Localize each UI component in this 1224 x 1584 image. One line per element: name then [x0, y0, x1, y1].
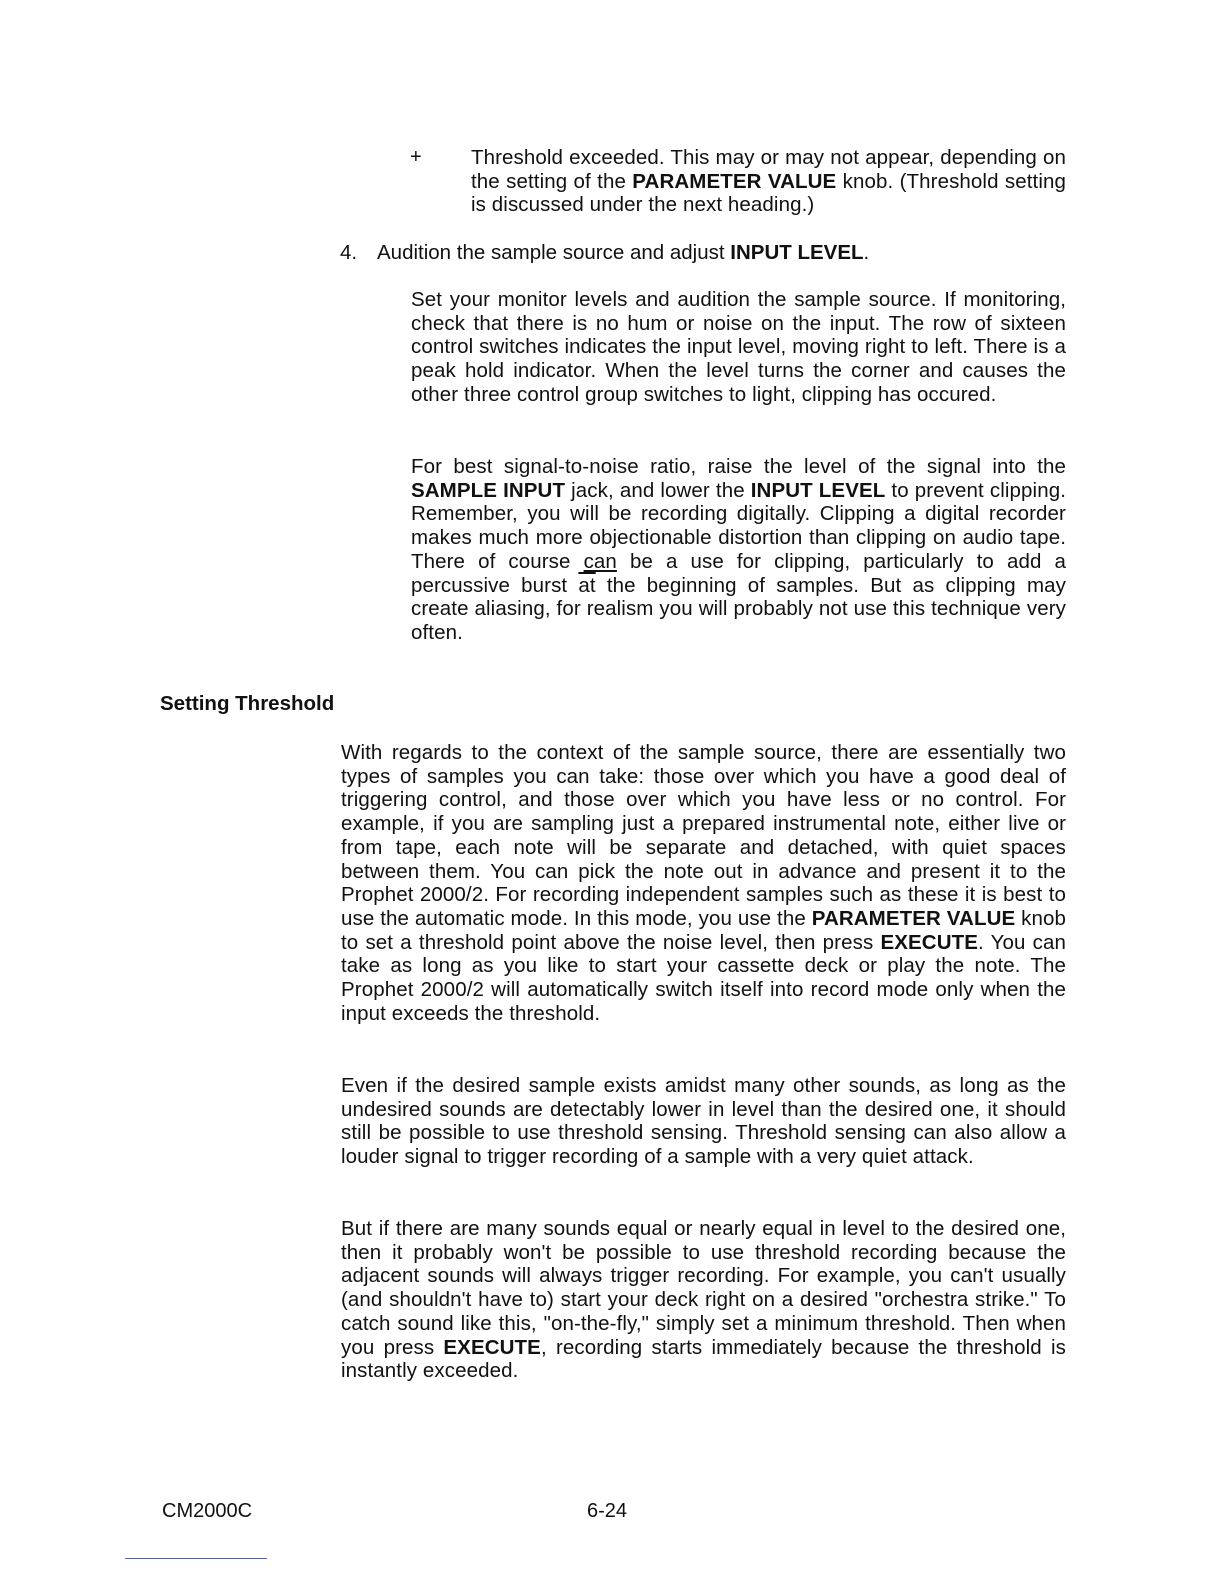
bullet-text-2: knob. (Threshold setting is discussed under the next heading.) [471, 169, 1066, 217]
paragraph-amidst-sounds: Even if the desired sample exists amidst many other sounds, as long as the undesired sounds are detectably lower in level than the desired one, it should still be possible to use threshold sensing. Threshold sensing can also allow a louder signal to trigger recording of a sample with a very quiet attack. [341, 1074, 1066, 1169]
signal-text-1: For best signal-to-noise ratio, raise the level of the signal into the [411, 455, 1066, 478]
paragraph-monitor-levels: Set your monitor levels and audition the sample source. If monitoring, check that there is no hum or noise on the input. The row of sixteen control switches indicates the input level, moving right to left. There is a peak hold indicator. When the level turns the corner and causes the other three control group switches to light, clipping has occured. [411, 288, 1066, 406]
context-text-2: knob to set a threshold point above the noise level, then press [341, 906, 1066, 954]
signal-bold-sample-input: SAMPLE INPUT [411, 478, 566, 502]
bullet-plus-marker: + [410, 146, 422, 168]
step-4-text-2: . [863, 241, 870, 264]
context-text-1: With regards to the context of the sample source, there are essentially two types of samples you can take: those over which you have a good deal of triggering control, and those over which you have less or no control. For example, if you are sampling just a prepared instrumental note, either live or from tape, each note will be separate and detached, with quiet spaces between them. You can pick the note out in advance and present it to the Prophet 2000/2. For recording independent samples such as these it is best to use the automatic mode. In this mode, you use the [341, 741, 1066, 930]
equal-text-1: But if there are many sounds equal or nearly equal in level to the desired one, then it probably won't be possible to use threshold recording because the adjacent sounds will always trigger recording. For example, you can't usually (and shouldn't have to) start your deck right on a desired "orchestra strike." To catch sound like this, "on-the-fly," simply set a minimum threshold. Then when you press [341, 1217, 1066, 1359]
context-bold-execute: EXECUTE [880, 930, 978, 954]
footer-rule-line [125, 1558, 267, 1559]
signal-text-2: jack, and lower the [565, 478, 751, 502]
context-bold-parameter-value: PARAMETER VALUE [811, 906, 1016, 930]
section-heading-setting-threshold: Setting Threshold [160, 692, 335, 715]
signal-underlined-can: can [583, 549, 617, 573]
paragraph-equal-level-sounds [341, 1217, 1066, 1383]
signal-overlined-at: $\overline{at}$ [578, 573, 596, 597]
step-4-bold-input-level: INPUT LEVEL [730, 241, 864, 264]
signal-text-3: to prevent clipping. Remember, you will be recording digitally. Clipping a digital recorder makes much more objectionable distortion than clipping on audio tape. There of course [411, 478, 1066, 573]
footer-document-code: CM2000C [162, 1500, 253, 1522]
context-text-3: . You can take as long as you like to start your cassette deck or play the note. The Prophet 2000/2 will automatically switch itself into record mode only when the input exceeds the threshold. [341, 930, 1066, 1025]
step-4-text-1: Audition the sample source and adjust [377, 241, 731, 264]
equal-text-2: , recording starts immediately because the threshold is instantly exceeded. [341, 1335, 1066, 1383]
equal-bold-execute: EXECUTE [443, 1335, 541, 1359]
bullet-bold-parameter-value: PARAMETER VALUE [632, 169, 837, 193]
bullet-text-1: Threshold exceeded. This may or may not appear, depending on the setting of the [471, 146, 1066, 193]
paragraph-signal-to-noise [411, 455, 1066, 645]
paragraph-sample-context [341, 741, 1066, 1025]
bullet-threshold-text [471, 146, 1066, 217]
step-4-number: 4. [340, 241, 358, 264]
signal-bold-input-level: INPUT LEVEL [750, 478, 886, 502]
footer-page-number: 6-24 [587, 1500, 628, 1522]
step-4-text [377, 241, 869, 265]
signal-text-5: the beginning of samples. But as clipping may create aliasing, for realism you will probably not use this technique very often. [411, 573, 1066, 644]
signal-text-4: be a use for clipping, particularly to add a percussive burst [411, 549, 1066, 597]
